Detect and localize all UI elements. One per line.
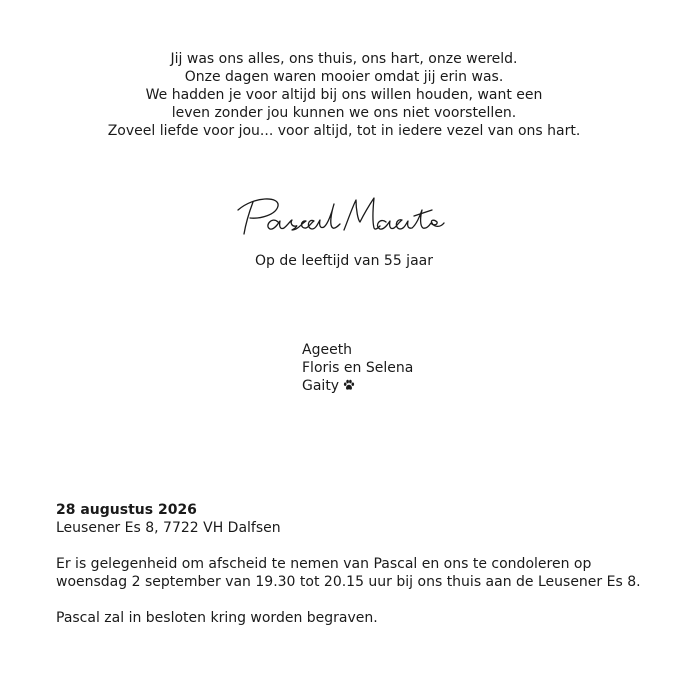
poem-line: leven zonder jou kunnen we ons niet voorstellen. — [171, 105, 517, 121]
poem — [0, 50, 688, 140]
poem-line: Onze dagen waren mooier omdat jij erin was. — [184, 69, 504, 85]
poem-line: Jij was ons alles, ons thuis, ons hart, onze wereld. — [170, 51, 518, 67]
paw-icon — [343, 379, 355, 391]
date: 28 augustus 2026 — [56, 502, 197, 518]
address: Leusener Es 8, 7722 VH Dalfsen — [56, 520, 281, 536]
family-list — [302, 341, 413, 395]
farewell-line: woensdag 2 september van 19.30 tot 20.15 uur bij ons thuis aan de Leusener Es 8. — [56, 574, 641, 590]
farewell-line: Er is gelegenheid om afscheid te nemen van Pascal en ons te condoleren op — [56, 556, 592, 572]
family-member: Floris en Selena — [302, 360, 414, 376]
handwritten-signature — [234, 190, 456, 246]
ceremony-details — [56, 501, 656, 627]
family-member — [302, 377, 413, 395]
poem-line: We hadden je voor altijd bij ons willen houden, want een — [145, 87, 543, 103]
family-member-label: Gaity — [302, 378, 340, 394]
age-line: Op de leeftijd van 55 jaar — [255, 253, 433, 269]
burial-info: Pascal zal in besloten kring worden begraven. — [56, 610, 378, 626]
family-member: Ageeth — [302, 342, 353, 358]
farewell-info — [56, 555, 656, 591]
poem-line: Zoveel liefde voor jou... voor altijd, tot in iedere vezel van ons hart. — [107, 123, 581, 139]
